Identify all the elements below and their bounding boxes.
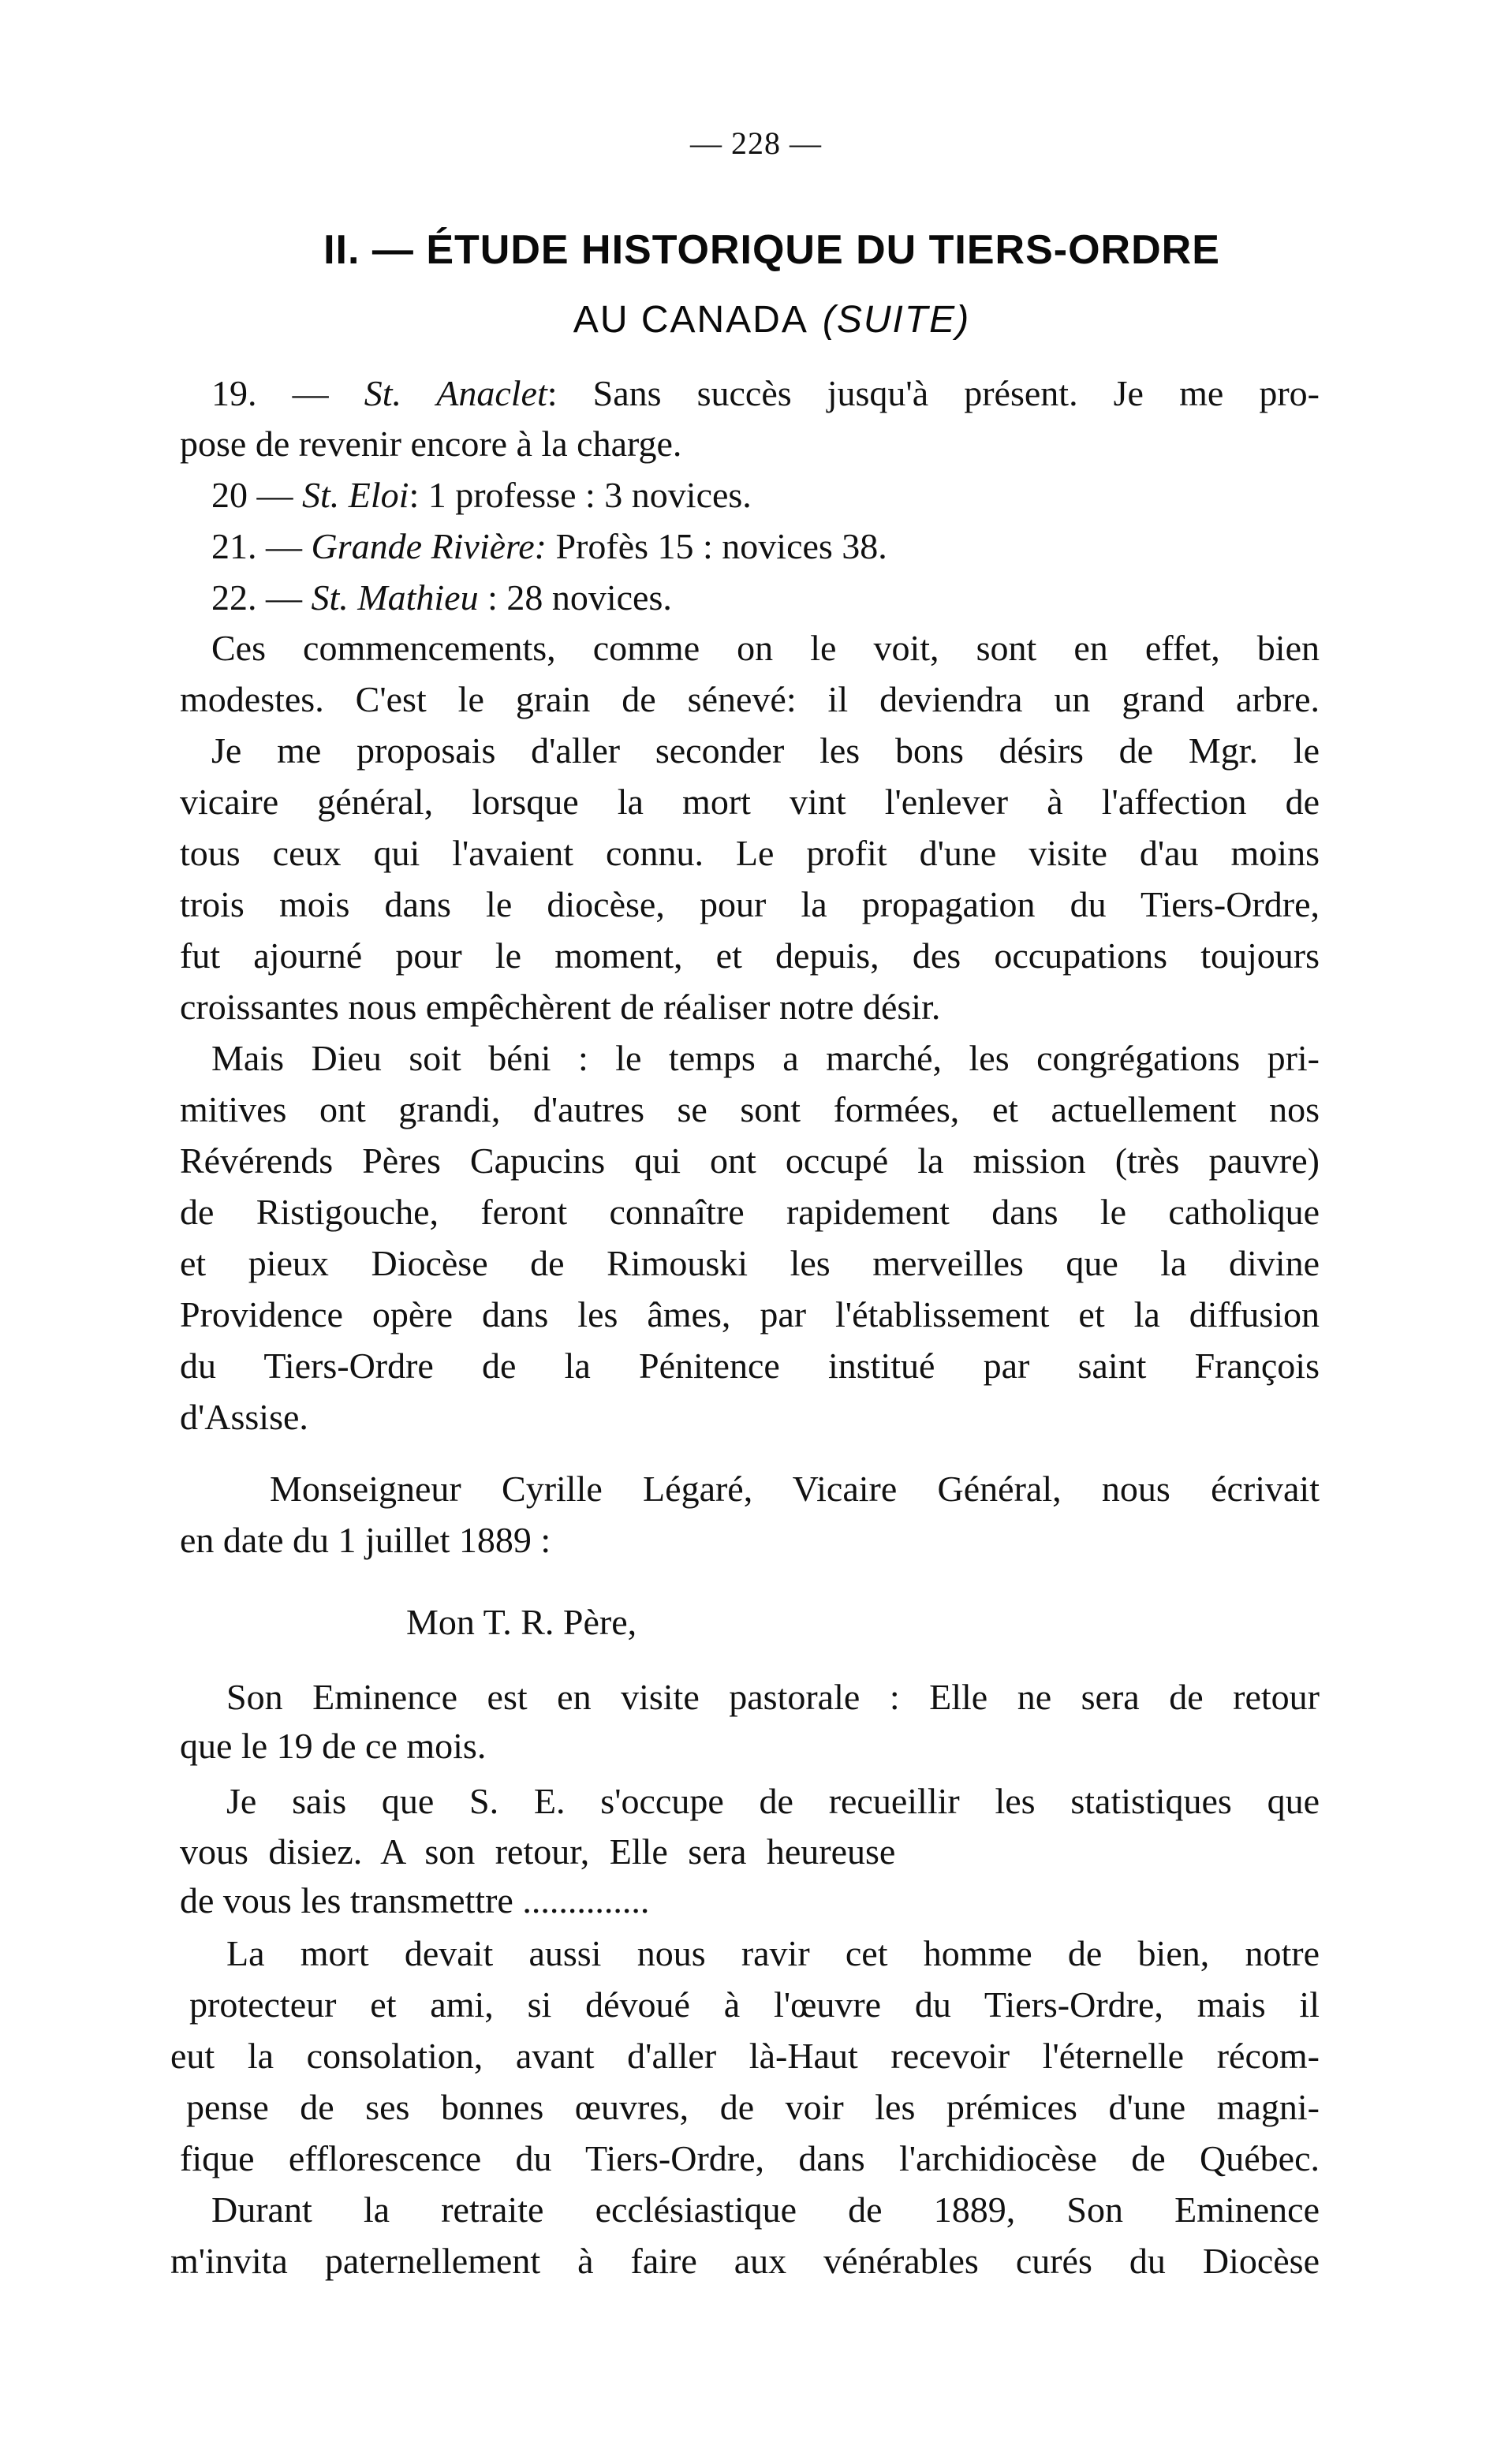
letter-line: que le 19 de ce mois.: [180, 1726, 487, 1766]
paragraph-line: du Tiers-Ordre de la Pénitence institué par saint François: [180, 1346, 1320, 1386]
paragraph-line: pense de ses bonnes œuvres, de voir les prémices d'une magni-: [186, 2087, 1320, 2127]
letter-line: Je sais que S. E. s'occupe de recueillir les statistiques que: [226, 1781, 1320, 1821]
letter-line: de vous les transmettre ..............: [180, 1880, 650, 1921]
paragraph-line: fut ajourné pour le moment, et depuis, des occupations toujours: [180, 935, 1320, 976]
paragraph-line: croissantes nous empêchèrent de réaliser notre désir.: [180, 987, 941, 1027]
paragraph-line: tous ceux qui l'avaient connu. Le profit d'une visite d'au moins: [180, 833, 1320, 873]
entry-19-continued: pose de revenir encore à la charge.: [180, 424, 682, 464]
paragraph-line: La mort devait aussi nous ravir cet homme de bien, notre: [226, 1933, 1320, 1973]
subheading-main: AU CANADA: [573, 299, 808, 341]
chapter-subheading: [0, 298, 1512, 342]
entry-20: 20 — St. Eloi: 1 professe : 3 novices.: [211, 475, 752, 515]
page-number: — 228 —: [690, 125, 822, 161]
paragraph-line: d'Assise.: [180, 1397, 308, 1437]
paragraph-line: mitives ont grandi, d'autres se sont formées, et actuellement nos: [180, 1089, 1320, 1129]
paragraph-line: modestes. C'est le grain de sénevé: il deviendra un grand arbre.: [180, 679, 1320, 719]
paragraph-line: vicaire général, lorsque la mort vint l'enlever à l'affection de: [180, 782, 1320, 822]
chapter-heading: II. — ÉTUDE HISTORIQUE DU TIERS-ORDRE: [323, 227, 1220, 273]
letter-line: Son Eminence est en visite pastorale : Elle ne sera de retour: [226, 1677, 1320, 1717]
paragraph-line: Ces commencements, comme on le voit, sont en effet, bien: [211, 628, 1320, 668]
paragraph-line: trois mois dans le diocèse, pour la propagation du Tiers-Ordre,: [180, 884, 1320, 924]
letter-salutation: Mon T. R. Père,: [406, 1602, 637, 1642]
paragraph-line: de Ristigouche, feront connaître rapidement dans le catholique: [180, 1192, 1320, 1232]
entry-21: 21. — Grande Rivière: Profès 15 : novices 38.: [211, 526, 887, 566]
paragraph-line: en date du 1 juillet 1889 :: [180, 1520, 551, 1560]
paragraph-line: Je me proposais d'aller seconder les bons désirs de Mgr. le: [211, 730, 1320, 771]
letter-line: vous disiez. A son retour, Elle sera heureuse: [180, 1831, 896, 1872]
paragraph-line: Mais Dieu soit béni : le temps a marché, les congrégations pri-: [211, 1038, 1320, 1078]
entry-19: 19. — St. Anaclet: Sans succès jusqu'à présent. Je me pro-: [211, 373, 1320, 413]
paragraph-line: Révérends Pères Capucins qui ont occupé la mission (très pauvre): [180, 1140, 1320, 1181]
paragraph-line: Durant la retraite ecclésiastique de 1889, Son Eminence: [211, 2189, 1320, 2230]
paragraph-line: Providence opère dans les âmes, par l'établissement et la diffusion: [180, 1294, 1320, 1335]
paragraph-line: protecteur et ami, si dévoué à l'œuvre du Tiers-Ordre, mais il: [189, 1984, 1320, 2025]
entry-22: 22. — St. Mathieu : 28 novices.: [211, 577, 672, 618]
paragraph-line: fique efflorescence du Tiers-Ordre, dans l'archidiocèse de Québec.: [180, 2138, 1320, 2178]
paragraph-line: et pieux Diocèse de Rimouski les merveilles que la divine: [180, 1243, 1320, 1283]
paragraph-line: eut la consolation, avant d'aller là-Haut recevoir l'éternelle récom-: [170, 2036, 1320, 2076]
paragraph-line: Monseigneur Cyrille Légaré, Vicaire Général, nous écrivait: [270, 1469, 1320, 1509]
subheading-suite: (SUITE): [822, 299, 971, 341]
paragraph-line: m'invita paternellement à faire aux vénérables curés du Diocèse: [170, 2241, 1320, 2281]
